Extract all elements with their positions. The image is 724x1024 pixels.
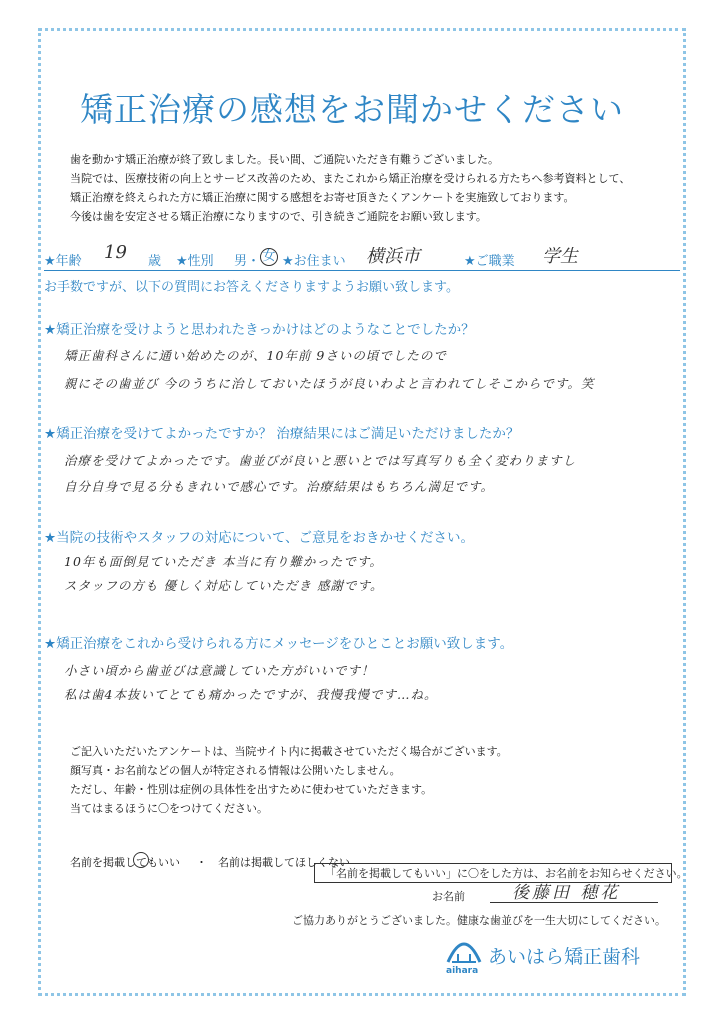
logo-mark-icon <box>444 932 484 966</box>
page-title: 矯正治療の感想をお聞かせください <box>80 90 624 129</box>
consent-note: 「名前を掲載してもいい」に〇をした方は、お名前をお知らせください。 <box>314 863 672 883</box>
consent-separator: ・ <box>196 856 207 869</box>
question-2: ★矯正治療を受けてよかったですか？ 治療結果にはご満足いただけましたか？ <box>44 426 520 442</box>
intro-line: 矯正治療を終えられた方に矯正治療に関する感想をお寄せ頂きたくアンケートを実施致しております。 <box>70 191 575 204</box>
age-value[interactable]: 19 <box>104 242 127 263</box>
request-text: お手数ですが、以下の質問にお答えくださりますようお願い致します。 <box>44 280 459 295</box>
circle-mark-icon <box>133 852 149 868</box>
name-value[interactable]: 後藤田 穂花 <box>512 883 621 903</box>
job-value[interactable]: 学生 <box>542 246 578 267</box>
notice-line: 当てはまるほうに〇をつけてください。 <box>70 802 268 815</box>
answer-2-line-2[interactable]: 自分自身で見る分もきれいで感心です。治療結果はもちろん満足です。 <box>64 479 495 494</box>
answer-4-line-2[interactable]: 私は歯4本抜いてとても痛かったですが、我慢我慢です…ね。 <box>64 687 438 702</box>
thanks-text: ご協力ありがとうございました。健康な歯並びを一生大切にしてください。 <box>292 914 666 927</box>
notice-line: 顔写真・お名前などの個人が特定される情報は公開いたしません。 <box>70 764 401 777</box>
question-4: ★矯正治療をこれから受けられる方にメッセージをひとことお願い致します。 <box>44 636 514 652</box>
address-value[interactable]: 横浜市 <box>366 246 420 267</box>
logo-text: あいはら矯正歯科 <box>488 946 641 968</box>
gender-female[interactable]: 女 <box>260 248 278 266</box>
answer-3-line-1[interactable]: 10年も面倒見ていただき 本当に有り難かったです。 <box>64 554 383 569</box>
intro-line: 今後は歯を安定させる矯正治療になりますので、引き続きご通院をお願い致します。 <box>70 210 487 223</box>
gender-label: ★性別 <box>176 254 214 269</box>
question-3: ★当院の技術やスタッフの対応について、ご意見をおきかせください。 <box>44 530 475 546</box>
intro-text <box>70 150 670 226</box>
notice-line: ただし、年齢・性別は症例の具体性を出すために使わせていただきます。 <box>70 783 433 796</box>
consent-option-yes-label: 名前を掲載してもいい <box>70 856 180 869</box>
answer-1-line-2[interactable]: 親にその歯並び 今のうちに治しておいたほうが良いわよと言われてしそこからです。笑 <box>64 376 595 391</box>
answer-4-line-1[interactable]: 小さい頃から歯並びは意識していた方がいいです！ <box>64 663 375 678</box>
intro-line: 歯を動かす矯正治療が終了致しました。長い間、ご通院いただき有難うございました。 <box>70 153 499 166</box>
logo-subtext: aihara <box>446 966 479 976</box>
notice-line: ご記入いただいたアンケートは、当院サイト内に掲載させていただく場合がございます。 <box>70 745 508 758</box>
job-label: ★ご職業 <box>464 254 515 269</box>
age-unit: 歳 <box>148 254 162 269</box>
consent-option-no[interactable]: 名前は掲載してほしくない <box>218 856 350 869</box>
answer-3-line-2[interactable]: スタッフの方も 優しく対応していただき 感謝です。 <box>64 578 384 593</box>
notice-text <box>70 742 630 818</box>
age-label: ★年齢 <box>44 254 82 269</box>
name-label: お名前 <box>432 890 465 903</box>
gender-male[interactable]: 男・ <box>234 254 261 269</box>
consent-option-yes[interactable] <box>70 854 180 870</box>
address-label: ★お住まい <box>282 254 346 269</box>
clinic-logo <box>438 932 678 982</box>
intro-line: 当院では、医療技術の向上とサービス改善のため、またこれから矯正治療を受けられる方たちへ参考資料として、 <box>70 172 631 185</box>
answer-1-line-1[interactable]: 矯正歯科さんに通い始めたのが、10年前 9さいの頃でしたので <box>64 348 447 363</box>
question-1: ★矯正治療を受けようと思われたきっかけはどのようなことでしたか？ <box>44 322 475 338</box>
profile-row <box>44 238 680 271</box>
answer-2-line-1[interactable]: 治療を受けてよかったです。歯並びが良いと悪いとでは写真写りも全く変わりますし <box>64 453 577 468</box>
